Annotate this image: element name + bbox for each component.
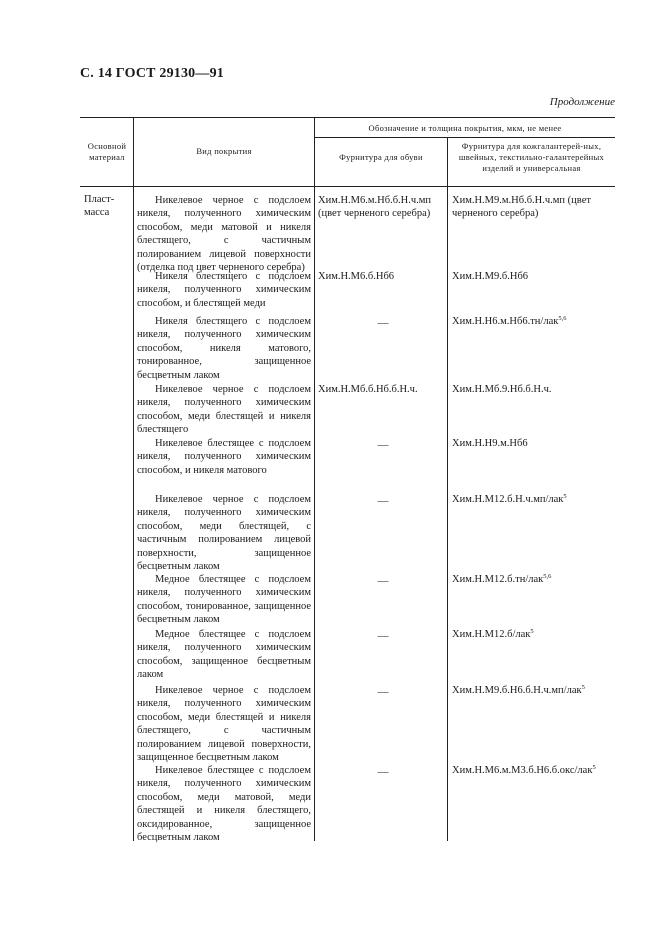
leather-designation-text: Хим.Н.Н9.м.Нб6: [452, 438, 528, 449]
column-divider-1: [133, 117, 134, 841]
leather-designation-text: Хим.Н.М12.б/лак: [452, 629, 531, 640]
coating-cell: Никелевое черное с подслоем никеля, полученного химическим способом, меди матовой и никеля блестящего, с частичным полированием лицевой поверхности (отделка под цвет черненого серебра): [137, 195, 311, 274]
footnote-reference: 5,6: [558, 315, 567, 322]
footnote-reference: 5,6: [543, 573, 552, 580]
shoes-designation-cell: —: [377, 317, 389, 329]
shoes-designation-cell: —: [377, 495, 389, 507]
leather-designation-text: Хим.Н.Мб.9.Нб.б.Н.ч.: [452, 384, 552, 395]
leather-designation-text: Хим.Н.Н6.м.Нб6.тн/лак: [452, 316, 559, 327]
leather-designation-text: Хим.Н.М9.м.Нб.б.Н.ч.мп (цвет черненого серебра): [452, 195, 591, 219]
shoes-designation-cell: Хим.Н.М6.б.Нб6: [318, 271, 395, 282]
leather-designation-cell: [452, 628, 622, 641]
page-header: С. 14 ГОСТ 29130—91: [80, 66, 224, 81]
base-material: Пласт-масса: [84, 194, 115, 218]
leather-designation-cell: [452, 315, 622, 328]
leather-designation-cell: [452, 194, 622, 220]
leather-designation-text: Хим.Н.М12.б.Н.ч.мп/лак: [452, 494, 564, 505]
leather-designation-text: Хим.Н.М6.м.М3.б.Н6.б.окс/лак: [452, 765, 593, 776]
designation-sub-rule: [315, 137, 615, 138]
coating-cell: Никелевое блестящее с подслоем никеля, полученного химическим способом, и никеля матового: [137, 438, 311, 476]
header-bottom-rule: [80, 186, 615, 187]
shoes-designation-cell: —: [377, 766, 389, 778]
header-material: Основной материал: [87, 141, 127, 162]
leather-designation-cell: [452, 383, 622, 396]
footnote-reference: 5: [563, 493, 567, 500]
column-divider-2: [314, 117, 315, 841]
shoes-designation-cell: —: [377, 686, 389, 698]
coating-cell: Никеля блестящего с подслоем никеля, полученного химическим способом, и блестящей меди: [137, 271, 311, 309]
leather-designation-cell: [452, 270, 622, 283]
leather-designation-cell: [452, 493, 622, 506]
leather-designation-cell: [452, 573, 622, 586]
header-shoes: Фурнитура для обуви: [339, 152, 423, 162]
footnote-reference: 5: [592, 764, 596, 771]
shoes-designation-cell: —: [377, 630, 389, 642]
shoes-designation-cell: —: [377, 575, 389, 587]
leather-designation-text: Хим.Н.М9.б.Нб6: [452, 271, 529, 282]
coating-cell: Медное блестящее с подслоем никеля, полученного химическим способом, тонированное, защищенное бесцветным лаком: [137, 574, 311, 626]
coating-cell: Никелевое блестящее с подслоем никеля, полученного химическим способом, меди матовой, меди блестящей и никеля блестящего, оксидированное, защищенное бесцветным лаком: [137, 765, 311, 844]
header-leather: Фурнитура для кожгалантерей-ных, швейных, текстильно-галантерейных изделий и универсальная: [458, 141, 605, 173]
shoes-designation-cell: —: [377, 439, 389, 451]
table-top-rule: [80, 117, 615, 118]
footnote-reference: 5: [530, 628, 534, 635]
shoes-designation-cell: Хим.Н.М6.м.Нб.б.Н.ч.мп (цвет черненого серебра): [318, 195, 432, 219]
coating-cell: Никелевое черное с подслоем никеля, полученного химическим способом, меди блестящей и никеля блестящего: [137, 384, 311, 436]
column-divider-3: [447, 137, 448, 841]
shoes-designation-cell: Хим.Н.Мб.б.Нб.б.Н.ч.: [318, 384, 418, 395]
coating-cell: Никелевое черное с подслоем никеля, полученного химическим способом, меди блестящей и никеля блестящего, с частичным полированием лицевой поверхности, защищенное бесцветным лаком: [137, 685, 311, 764]
leather-designation-cell: [452, 437, 622, 450]
coating-cell: Никелевое черное с подслоем никеля, полученного химическим способом, меди блестящей, с частичным полированием лицевой поверхности, защищенное бесцветным лаком: [137, 494, 311, 573]
leather-designation-text: Хим.Н.М12.б.тн/лак: [452, 574, 544, 585]
header-designation: Обозначение и толщина покрытия, мкм, не менее: [368, 123, 562, 133]
header-coating: Вид покрытия: [196, 146, 252, 156]
coating-cell: Медное блестящее с подслоем никеля, полученного химическим способом, защищенное бесцветным лаком: [137, 629, 311, 681]
footnote-reference: 5: [581, 684, 585, 691]
coating-cell: Никеля блестящего с подслоем никеля, полученного химическим способом, никеля матового, тонированное, защищенное бесцветным лаком: [137, 316, 311, 381]
leather-designation-cell: [452, 764, 622, 777]
leather-designation-text: Хим.Н.М9.б.Н6.б.Н.ч.мп/лак: [452, 685, 582, 696]
continuation-label: Продолжение: [549, 96, 615, 108]
leather-designation-cell: [452, 684, 622, 697]
